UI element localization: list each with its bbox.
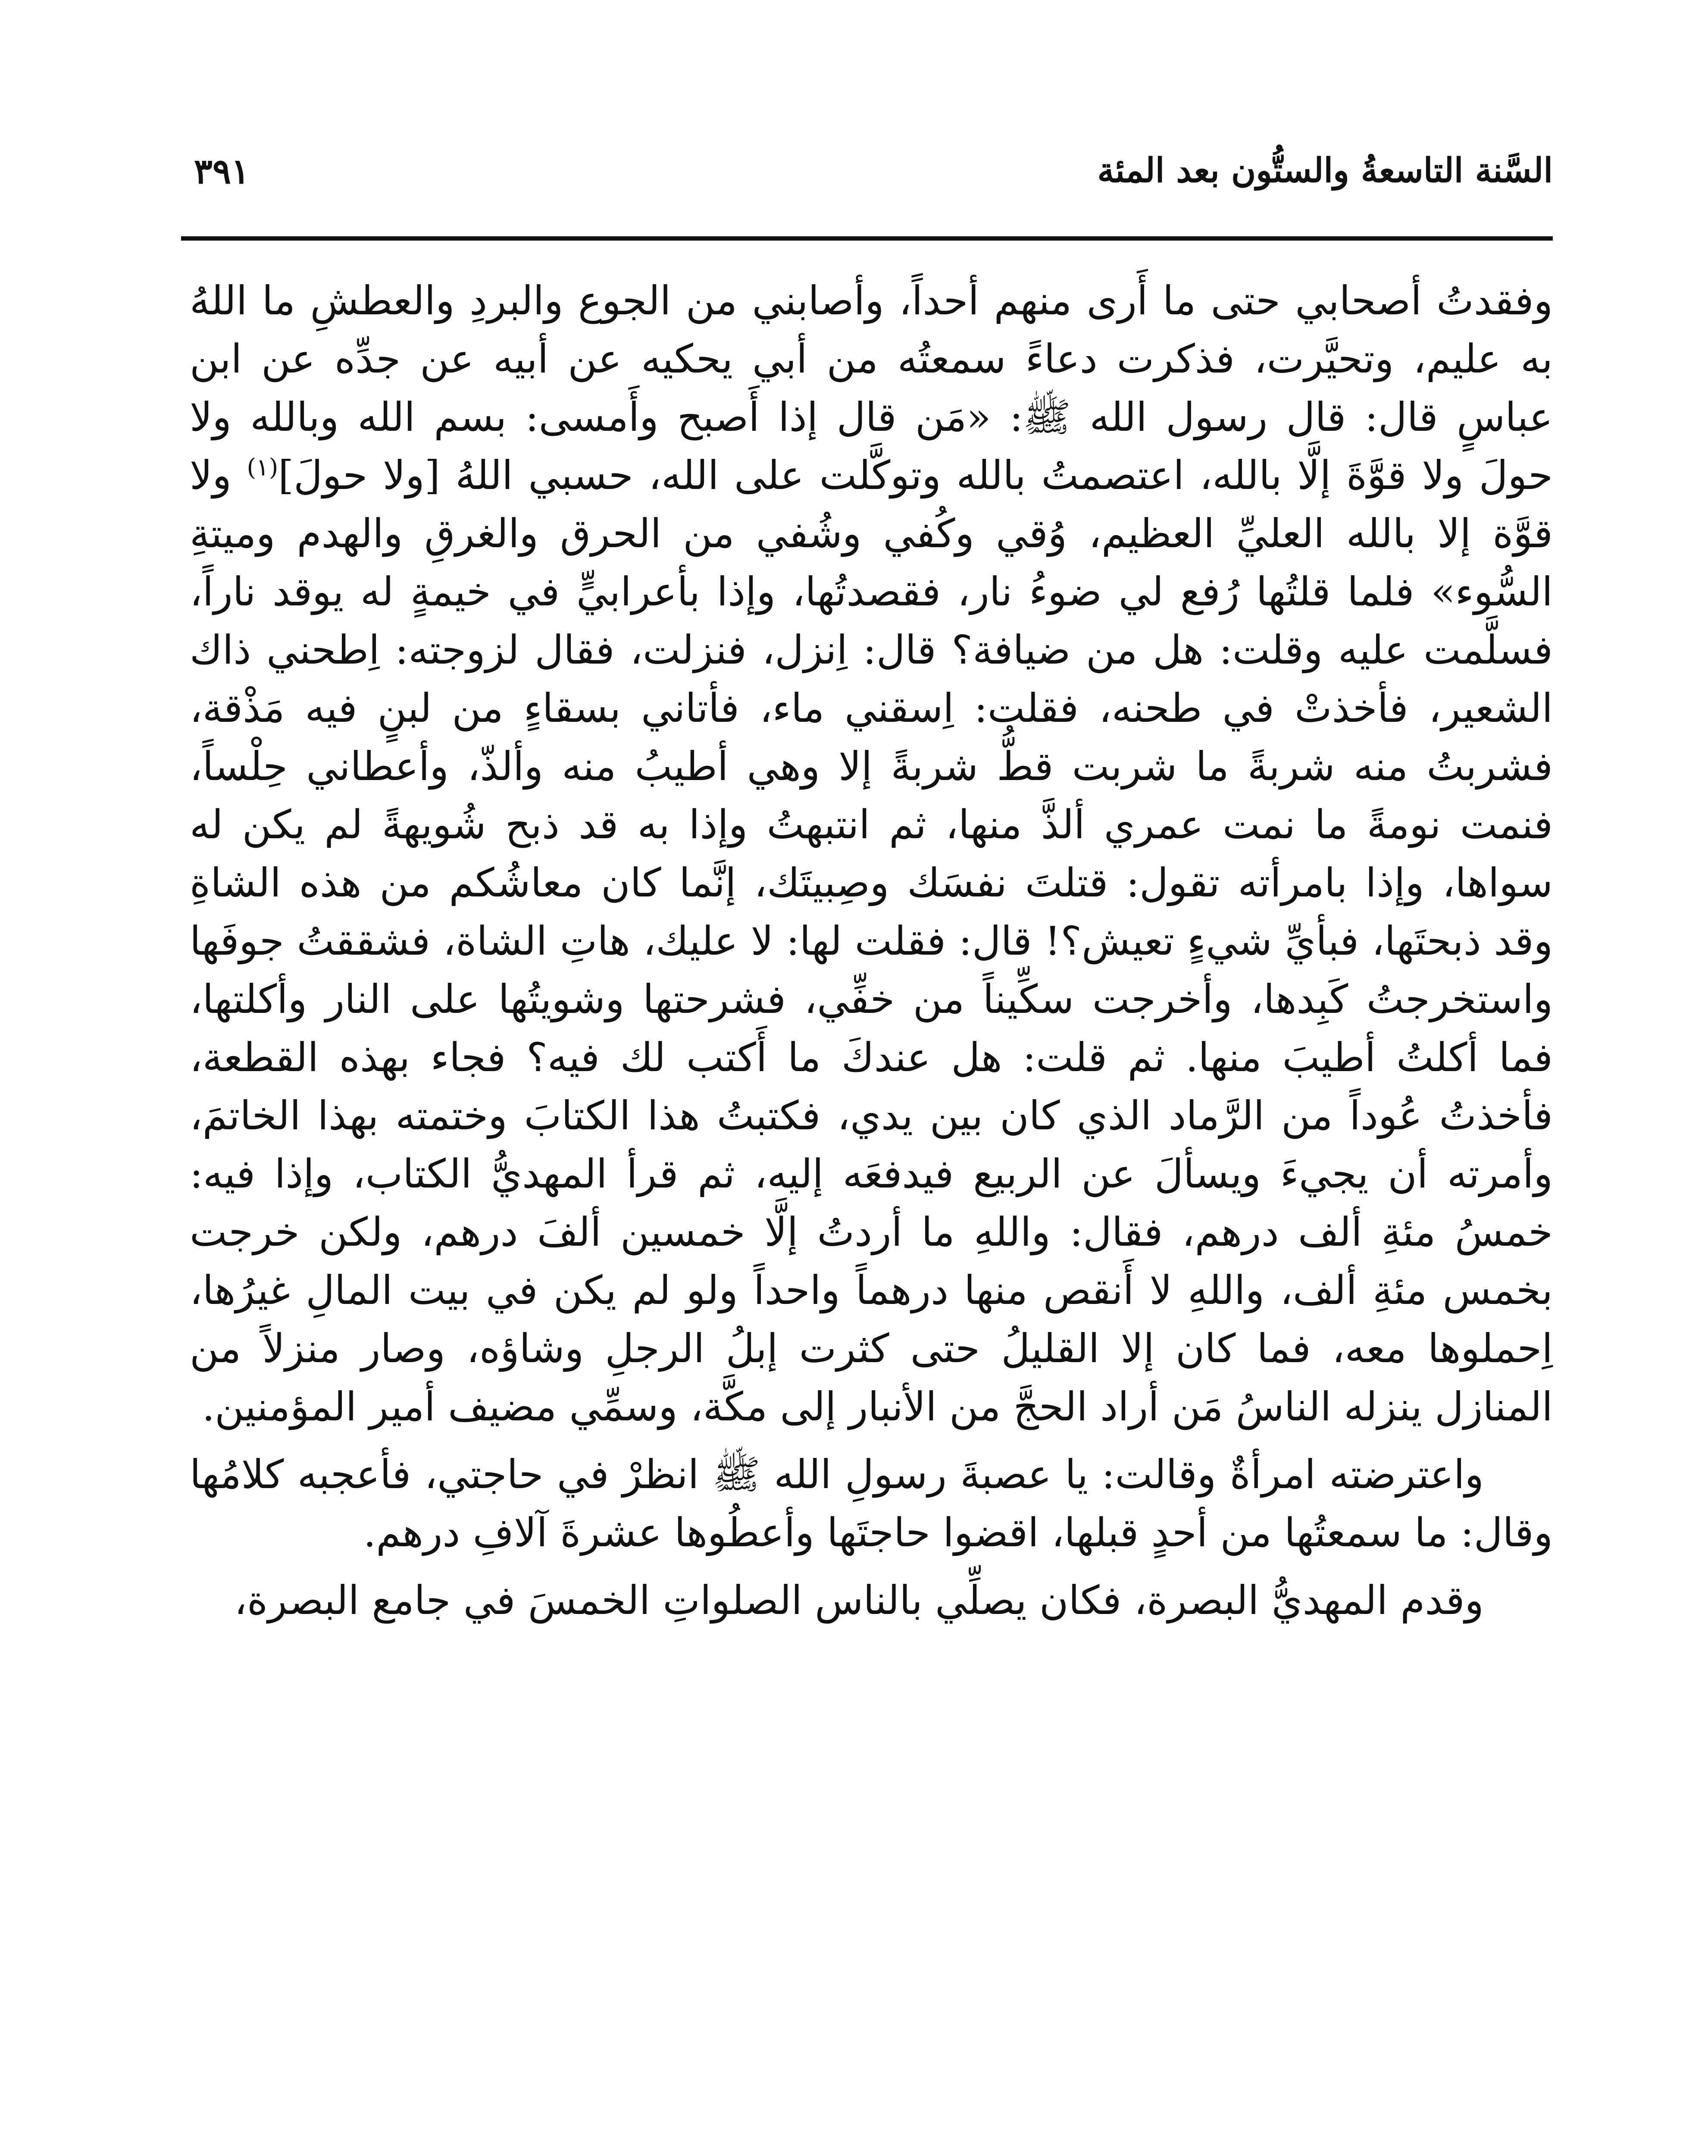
header-divider	[181, 236, 1553, 241]
paragraph-2: واعترضته امرأةٌ وقالت: يا عصبةَ رسولِ الله ﷺ انظرْ في حاجتي، فأعجبه كلامُها وقال: ما سمعتُها من أحدٍ قبلها، اقضوا حاجتَها وأعطُوها عشرةَ آلافِ درهم.	[190, 1451, 1553, 1556]
paragraph-text: وفقدتُ أصحابي حتى ما أَرى منهم أحداً، وأصابني من الجوع والبردِ والعطشِ ما اللهُ به عليم، وتحيَّرت، فذكرت دعاءً سمعتُه من أبي يحكيه عن أبيه عن جدِّه عن ابن عباسٍ قال: قال رسول الله ﷺ: «مَن قال إذا أَصبح وأَمسى: بسم الله وبالله ولا حولَ ولا قوَّةَ إلَّا بالله، اعتصمتُ بالله وتوكَّلت على الله، حسبي اللهُ [ولا حولَ]	[190, 278, 1553, 498]
paragraph-text: ولا قوَّة إلا بالله العليِّ العظيم، وُقي وكُفي وشُفي من الحرق والغرقِ والهدم وميتةِ السُّوء» فلما قلتُها رُفع لي ضوءُ نار، فقصدتُها، وإذا بأعرابيٍّ في خيمةٍ له يوقد ناراً، فسلَّمت عليه وقلت: هل من ضيافة؟ قال: اِنزل، فنزلت، فقال لزوجته: اِطحني ذاك الشعير، فأخذتْ في طحنه، فقلت: اِسقني ماء، فأتاني بسقاءٍ من لبنٍ فيه مَذْقة، فشربتُ منه شربةً ما شربت قطُّ شربةً إلا وهي أطيبُ منه وألذّ، وأعطاني حِلْساً، فنمت نومةً ما نمت عمري ألذَّ منها، ثم انتبهتُ وإذا به قد ذبح شُويهةً لم يكن له سواها، وإذا بامرأته تقول: قتلتَ نفسَك وصِبيتَك، إنَّما كان معاشُكم من هذه الشاةِ وقد ذبحتَها، فبأيِّ شيءٍ تعيش؟! قال: فقلت لها: لا عليك، هاتِ الشاة، فشققتُ جوفَها واستخرجتُ كَبِدها، وأخرجت سكِّيناً من خفِّي، فشرحتها وشويتُها على النار وأكلتها، فما أكلتُ أطيبَ منها. ثم قلت: هل عندكَ ما أَكتب لك فيه؟ فجاء بهذه القطعة، فأخذتُ عُوداً من الرَّماد الذي كان بين يدي، فكتبتُ هذا الكتابَ وختمته بهذا الخاتمَ، وأمرته أن يجيءَ ويسألَ عن الربيع فيدفعَه إليه، ثم قرأ المهديُّ الكتاب، وإذا فيه: خمسُ مئةِ ألف درهم، فقال: واللهِ ما أردتُ إلَّا خمسين ألفَ درهم، ولكن خرجت بخمس مئةِ ألف، واللهِ لا أَنقص منها درهماً واحداً ولو لم يكن في بيت المالِ غيرُها، اِحملوها معه، فما كان إلا القليلُ حتى كثرت إبلُ الرجلِ وشاؤه، وصار منزلاً من المنازل ينزله الناسُ مَن أراد الحجَّ من الأنبار إلى مكَّة، وسمِّي مضيف أمير المؤمنين.	[190, 452, 1553, 1430]
main-text	[190, 272, 1553, 1630]
page-header	[181, 142, 1553, 207]
page-number: ٣٩١	[194, 151, 250, 191]
paragraph-3: وقدم المهديُّ البصرة، فكان يصلِّي بالناس الصلواتِ الخمسَ في جامع البصرة،	[234, 1577, 1484, 1623]
running-title: السَّنة التاسعةُ والستُّون بعد المئة	[1097, 151, 1553, 190]
footnote-reference: (١)	[247, 454, 278, 482]
paragraph-1	[190, 272, 1553, 1436]
